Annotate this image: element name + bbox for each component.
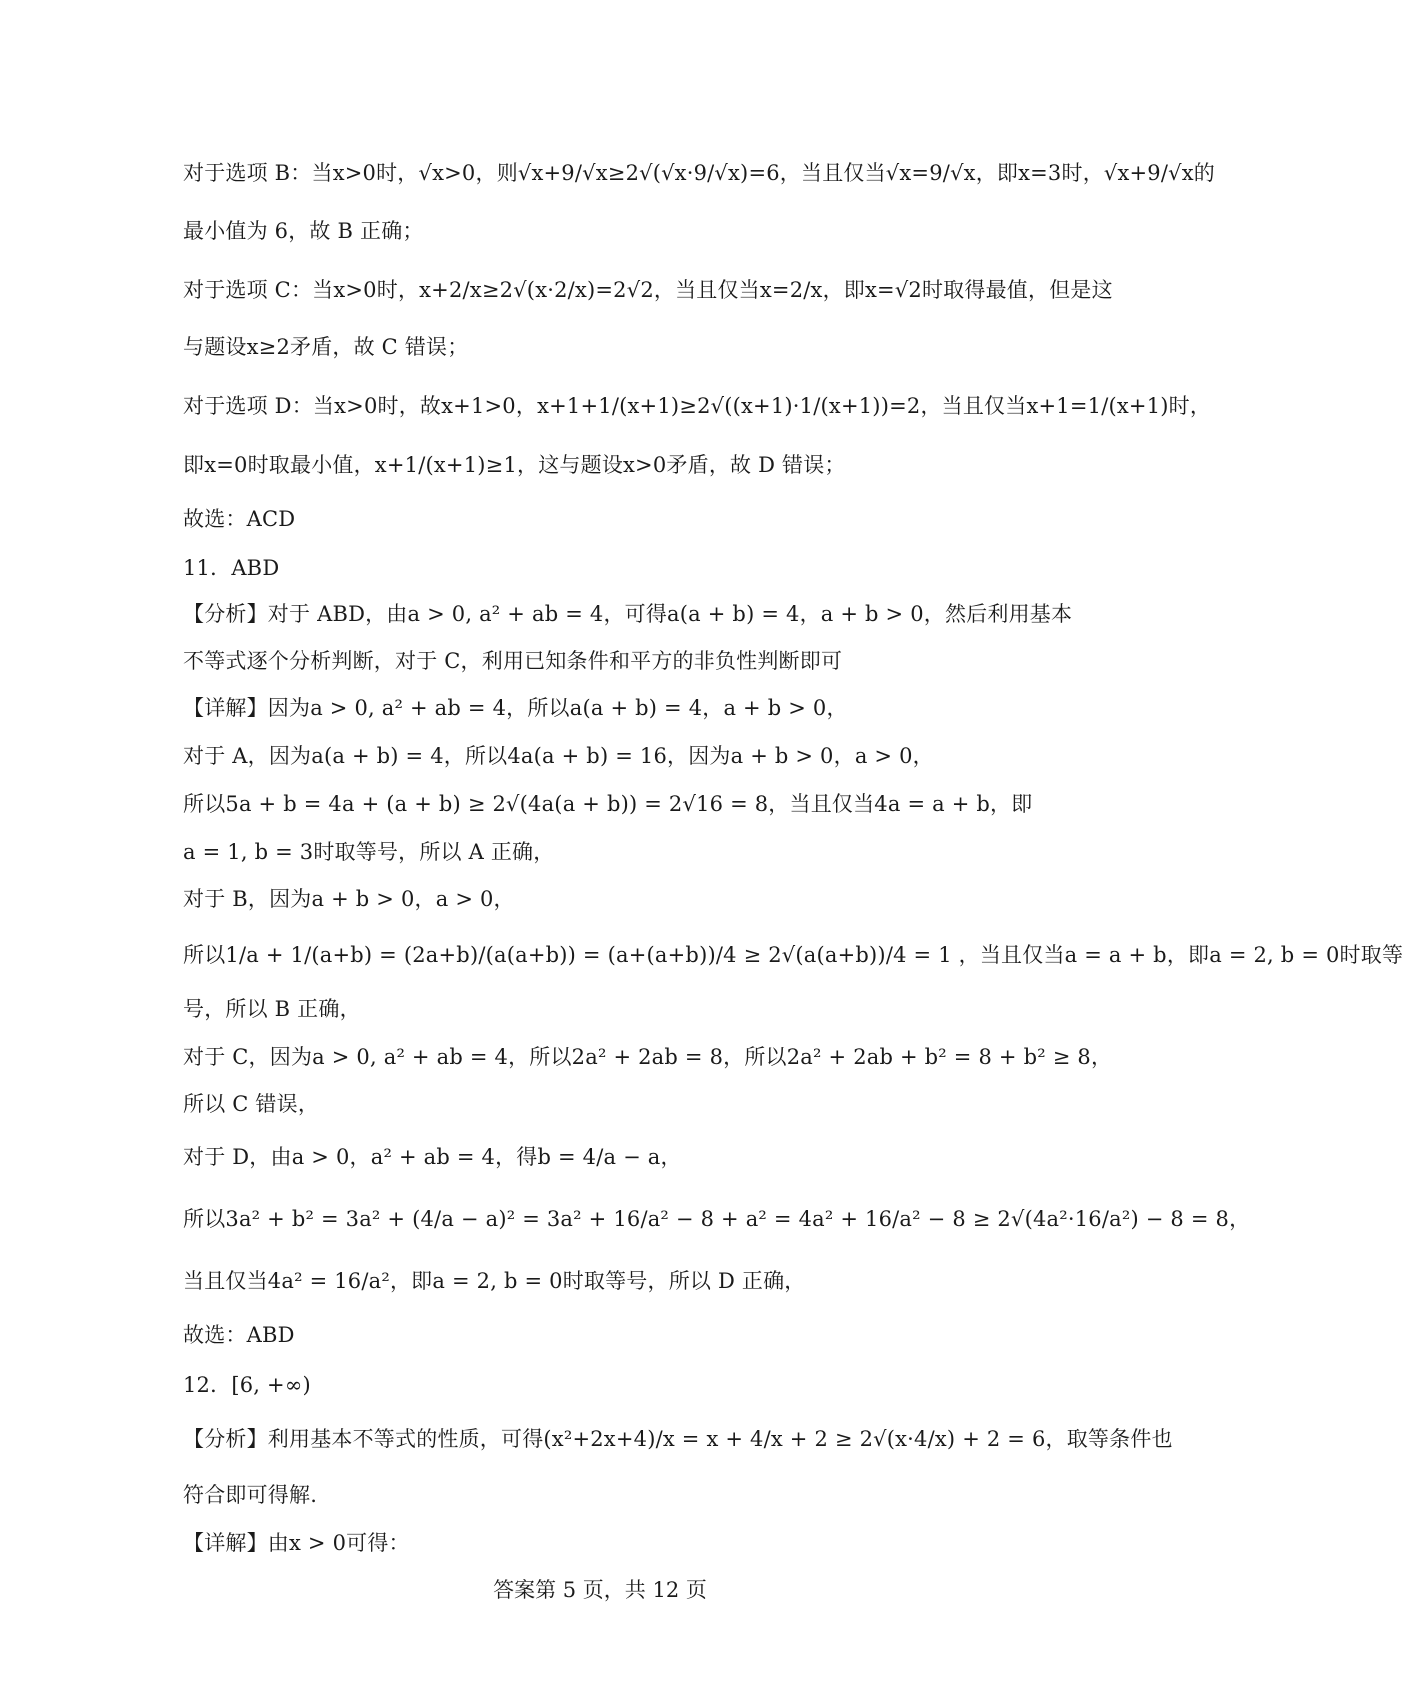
question-number: 11．ABD — [183, 556, 280, 580]
text-line: 对于 C，因为a > 0, a² + ab = 4，所以2a² + 2ab = 8，所以2a² + 2ab + b² = 8 + b² ≥ 8， — [183, 1045, 1113, 1069]
text-line: 对于选项 C：当x>0时，x+2/x≥2√(x·2/x)=2√2，当且仅当x=2/x，即x=√2时取得最值，但是这 — [183, 278, 1113, 302]
text-line: 故选：ACD — [183, 507, 296, 531]
text-line: a = 1, b = 3时取等号，所以 A 正确， — [183, 840, 555, 864]
text-line: 对于选项 D：当x>0时，故x+1>0，x+1+1/(x+1)≥2√((x+1)·1/(x+1))=2，当且仅当x+1=1/(x+1)时， — [183, 394, 1212, 418]
text-line: 所以 C 错误， — [183, 1092, 320, 1116]
text-line: 所以3a² + b² = 3a² + (4/a − a)² = 3a² + 16/a² − 8 + a² = 4a² + 16/a² − 8 ≥ 2√(4a²·16/a²) − 8 = 8， — [183, 1207, 1251, 1231]
text-line: 号，所以 B 正确， — [183, 997, 361, 1021]
text-line: 所以1/a + 1/(a+b) = (2a+b)/(a(a+b)) = (a+(a+b))/4 ≥ 2√(a(a+b))/4 = 1 ，当且仅当a = a + b，即a = 2, b = 0时取等 — [183, 943, 1403, 967]
page-footer: 答案第 5 页，共 12 页 — [493, 1578, 707, 1602]
text-line: 对于 B，因为a + b > 0，a > 0， — [183, 887, 515, 911]
text-line: 所以5a + b = 4a + (a + b) ≥ 2√(4a(a + b)) = 2√16 = 8，当且仅当4a = a + b，即 — [183, 792, 1033, 816]
text-line: 对于选项 B：当x>0时，√x>0，则√x+9/√x≥2√(√x·9/√x)=6，当且仅当√x=9/√x，即x=3时，√x+9/√x的 — [183, 161, 1215, 185]
text-line: 符合即可得解. — [183, 1483, 318, 1507]
text-line: 与题设x≥2矛盾，故 C 错误； — [183, 335, 469, 359]
text-line: 即x=0时取最小值，x+1/(x+1)≥1，这与题设x>0矛盾，故 D 错误； — [183, 453, 846, 477]
text-line: 当且仅当4a² = 16/a²，即a = 2, b = 0时取等号，所以 D 正确， — [183, 1269, 806, 1293]
text-line: 故选：ABD — [183, 1323, 295, 1347]
analysis-line: 【分析】利用基本不等式的性质，可得(x²+2x+4)/x = x + 4/x + 2 ≥ 2√(x·4/x) + 2 = 6，取等条件也 — [183, 1427, 1173, 1451]
text-line: 最小值为 6，故 B 正确； — [183, 219, 424, 243]
question-number: 12．[6, +∞) — [183, 1373, 311, 1397]
detail-line: 【详解】因为a > 0, a² + ab = 4，所以a(a + b) = 4，a + b > 0， — [183, 696, 848, 720]
text-line: 对于 A，因为a(a + b) = 4，所以4a(a + b) = 16，因为a + b > 0，a > 0， — [183, 744, 934, 768]
text-line: 不等式逐个分析判断，对于 C，利用已知条件和平方的非负性判断即可 — [183, 649, 843, 673]
text-line: 对于 D，由a > 0，a² + ab = 4，得b = 4/a − a， — [183, 1145, 682, 1169]
detail-line: 【详解】由x > 0可得： — [183, 1531, 410, 1555]
analysis-line: 【分析】对于 ABD，由a > 0, a² + ab = 4，可得a(a + b) = 4，a + b > 0，然后利用基本 — [183, 602, 1073, 626]
